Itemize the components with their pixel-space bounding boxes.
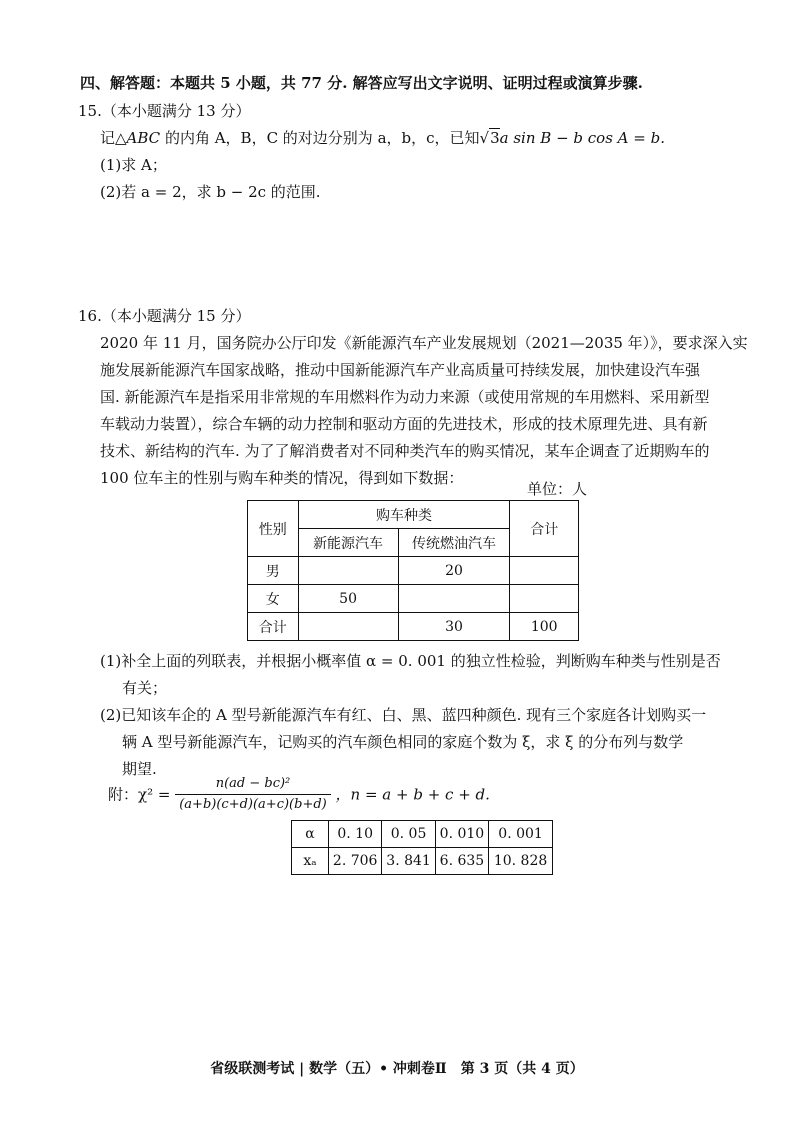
x-value: 2. 706 (329, 848, 382, 875)
q16-para-2: 施发展新能源汽车国家战略，推动中国新能源汽车产业高质量可持续发展，加快建设汽车强 (100, 361, 701, 379)
cell-fuel (398, 585, 510, 613)
q16-para-4: 车载动力装置），综合车辆的动力控制和驱动方面的先进技术，形成的技术原理先进、具有新 (100, 415, 708, 433)
q15-stem-c: a sin B − b cos A = b. (499, 129, 665, 147)
head-x: xₐ (292, 848, 329, 875)
chi-square-formula (108, 775, 490, 814)
row-label: 女 (248, 585, 299, 613)
cell-total: 100 (510, 613, 579, 641)
header-total: 合计 (510, 501, 579, 557)
q15-header: 15.（本小题满分 13 分） (78, 102, 251, 120)
cell-ev (298, 557, 398, 585)
row-label: 男 (248, 557, 299, 585)
cell-ev: 50 (298, 585, 398, 613)
sqrt-radicand: 3 (490, 129, 500, 147)
q15-part2: (2)若 a = 2，求 b − 2c 的范围. (100, 183, 321, 201)
cell-ev (298, 613, 398, 641)
alpha-value: 0. 05 (382, 821, 435, 848)
q16-part2-line3: 期望. (122, 760, 157, 778)
q16-para-1: 2020 年 11 月，国务院办公厅印发《新能源汽车产业发展规划（2021—2035 年）》，要求深入实 (100, 334, 748, 352)
q16-para-3: 国. 新能源汽车是指采用非常规的车用燃料作为动力来源（或使用常规的车用燃料、采用新型 (100, 388, 710, 406)
x-value: 6. 635 (435, 848, 488, 875)
q15-stem-a: 记△ (100, 129, 127, 147)
section-heading: 四、解答题：本题共 5 小题，共 77 分. 解答应写出文字说明、证明过程或演算步骤. (80, 74, 643, 92)
cell-total (510, 585, 579, 613)
formula-suffix: ，n = a + b + c + d. (335, 785, 490, 804)
q16-para-5: 技术、新结构的汽车. 为了了解消费者对不同种类汽车的购买情况，某车企调查了近期购车的 (100, 442, 710, 460)
q16-part2-line2: 辆 A 型号新能源汽车，记购买的汽车颜色相同的家庭个数为 ξ，求 ξ 的分布列与数学 (122, 733, 684, 751)
q16-part2-line1: (2)已知该车企的 A 型号新能源汽车有红、白、黑、蓝四种颜色. 现有三个家庭各计划购买一 (100, 706, 707, 724)
head-alpha: α (292, 821, 329, 848)
table-row (292, 821, 553, 848)
row-label: 合计 (248, 613, 299, 641)
alpha-value: 0. 010 (435, 821, 488, 848)
contingency-table (247, 500, 579, 641)
unit-label: 单位：人 (527, 480, 588, 498)
header-ev: 新能源汽车 (298, 529, 398, 557)
q15-stem (100, 127, 665, 148)
header-fuel: 传统燃油汽车 (398, 529, 510, 557)
q15-stem-b: 的内角 A，B，C 的对边分别为 a，b，c，已知 (160, 129, 480, 147)
critical-value-table (291, 820, 553, 875)
formula-denominator: (a+b)(c+d)(a+c)(b+d) (179, 797, 327, 812)
cell-fuel: 30 (398, 613, 510, 641)
table-row (248, 557, 579, 585)
appendix-prefix: 附：χ² = (108, 785, 171, 804)
alpha-value: 0. 001 (489, 821, 553, 848)
q15-stem-abc: ABC (126, 129, 161, 147)
x-value: 10. 828 (489, 848, 553, 875)
q16-part1-line2: 有关； (122, 679, 168, 697)
cell-total (510, 557, 579, 585)
header-gender: 性别 (248, 501, 299, 557)
alpha-value: 0. 10 (329, 821, 382, 848)
q16-part1-line1: (1)补全上面的列联表，并根据小概率值 α = 0. 001 的独立性检验，判断购车种类与性别是否 (100, 652, 721, 670)
q15-part1: (1)求 A； (100, 156, 167, 174)
sqrt-sign: √ (479, 129, 490, 147)
q16-para-6: 100 位车主的性别与购车种类的情况，得到如下数据： (100, 469, 464, 487)
table-row (292, 848, 553, 875)
q16-header: 16.（本小题满分 15 分） (78, 307, 251, 325)
table-row (248, 585, 579, 613)
x-value: 3. 841 (382, 848, 435, 875)
formula-numerator: n(ad − bc)² (175, 775, 331, 795)
cell-fuel: 20 (398, 557, 510, 585)
table-row (248, 613, 579, 641)
formula-fraction (175, 775, 331, 814)
page-footer: 省级联测考试 | 数学（五）• 冲刺卷Ⅱ 第 3 页（共 4 页） (210, 1061, 584, 1077)
header-car-type: 购车种类 (298, 501, 510, 529)
